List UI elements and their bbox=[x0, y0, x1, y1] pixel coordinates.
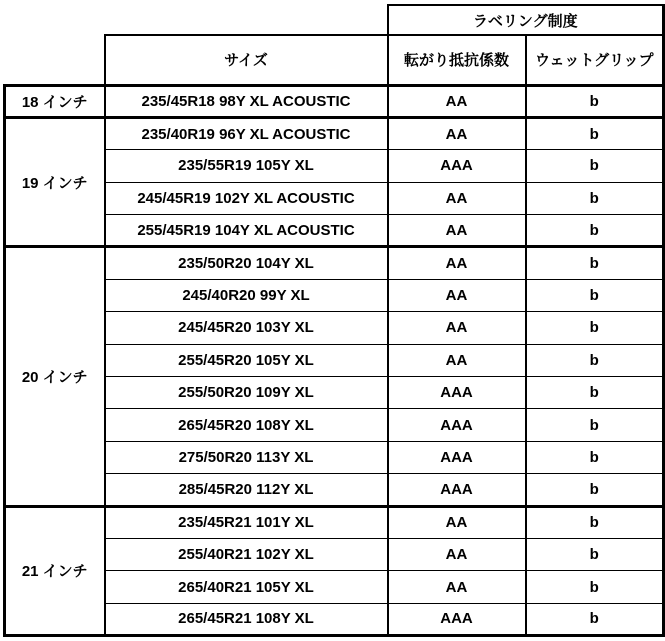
rolling-resistance-cell: AA bbox=[388, 85, 526, 117]
size-cell: 285/45R20 112Y XL bbox=[105, 474, 388, 506]
rolling-resistance-cell: AAA bbox=[388, 377, 526, 409]
size-cell: 235/55R19 105Y XL bbox=[105, 150, 388, 182]
size-cell: 255/45R20 105Y XL bbox=[105, 344, 388, 376]
table-header bbox=[5, 5, 664, 85]
tire-spec-table bbox=[3, 4, 665, 637]
wet-grip-cell: b bbox=[526, 247, 664, 279]
wet-grip-cell: b bbox=[526, 538, 664, 570]
table-row bbox=[5, 85, 664, 117]
wet-grip-cell: b bbox=[526, 474, 664, 506]
size-cell: 235/40R19 96Y XL ACOUSTIC bbox=[105, 117, 388, 149]
header-wet-grip: ウェットグリップ bbox=[526, 35, 664, 85]
inch-group-label: 21 インチ bbox=[5, 506, 105, 636]
table-body bbox=[5, 85, 664, 636]
rolling-resistance-cell: AA bbox=[388, 312, 526, 344]
rolling-resistance-cell: AA bbox=[388, 215, 526, 247]
wet-grip-cell: b bbox=[526, 215, 664, 247]
wet-grip-cell: b bbox=[526, 441, 664, 473]
size-cell: 275/50R20 113Y XL bbox=[105, 441, 388, 473]
wet-grip-cell: b bbox=[526, 312, 664, 344]
inch-group-label: 19 インチ bbox=[5, 117, 105, 247]
wet-grip-cell: b bbox=[526, 117, 664, 149]
rolling-resistance-cell: AA bbox=[388, 344, 526, 376]
size-cell: 265/45R21 108Y XL bbox=[105, 603, 388, 635]
rolling-resistance-cell: AA bbox=[388, 506, 526, 538]
inch-group-label: 18 インチ bbox=[5, 85, 105, 117]
size-cell: 235/45R18 98Y XL ACOUSTIC bbox=[105, 85, 388, 117]
rolling-resistance-cell: AA bbox=[388, 571, 526, 603]
size-cell: 235/45R21 101Y XL bbox=[105, 506, 388, 538]
rolling-resistance-cell: AA bbox=[388, 182, 526, 214]
rolling-resistance-cell: AA bbox=[388, 279, 526, 311]
inch-group-label: 20 インチ bbox=[5, 247, 105, 506]
rolling-resistance-cell: AAA bbox=[388, 150, 526, 182]
rolling-resistance-cell: AAA bbox=[388, 603, 526, 635]
rolling-resistance-cell: AA bbox=[388, 538, 526, 570]
header-row-labeling bbox=[5, 5, 664, 35]
rolling-resistance-cell: AA bbox=[388, 117, 526, 149]
table-row bbox=[5, 247, 664, 279]
size-cell: 255/40R21 102Y XL bbox=[105, 538, 388, 570]
rolling-resistance-cell: AAA bbox=[388, 441, 526, 473]
rolling-resistance-cell: AA bbox=[388, 247, 526, 279]
wet-grip-cell: b bbox=[526, 571, 664, 603]
size-cell: 265/40R21 105Y XL bbox=[105, 571, 388, 603]
table-row bbox=[5, 506, 664, 538]
size-cell: 245/45R19 102Y XL ACOUSTIC bbox=[105, 182, 388, 214]
wet-grip-cell: b bbox=[526, 279, 664, 311]
size-cell: 245/40R20 99Y XL bbox=[105, 279, 388, 311]
header-spacer bbox=[5, 35, 105, 85]
header-spacer bbox=[5, 5, 388, 35]
wet-grip-cell: b bbox=[526, 506, 664, 538]
size-cell: 255/45R19 104Y XL ACOUSTIC bbox=[105, 215, 388, 247]
wet-grip-cell: b bbox=[526, 182, 664, 214]
wet-grip-cell: b bbox=[526, 409, 664, 441]
size-cell: 265/45R20 108Y XL bbox=[105, 409, 388, 441]
rolling-resistance-cell: AAA bbox=[388, 409, 526, 441]
wet-grip-cell: b bbox=[526, 85, 664, 117]
header-rolling-resistance: 転がり抵抗係数 bbox=[388, 35, 526, 85]
header-size: サイズ bbox=[105, 35, 388, 85]
wet-grip-cell: b bbox=[526, 603, 664, 635]
rolling-resistance-cell: AAA bbox=[388, 474, 526, 506]
table-row bbox=[5, 117, 664, 149]
wet-grip-cell: b bbox=[526, 344, 664, 376]
wet-grip-cell: b bbox=[526, 377, 664, 409]
wet-grip-cell: b bbox=[526, 150, 664, 182]
header-labeling-system: ラベリング制度 bbox=[388, 5, 664, 35]
header-row-columns bbox=[5, 35, 664, 85]
size-cell: 245/45R20 103Y XL bbox=[105, 312, 388, 344]
size-cell: 255/50R20 109Y XL bbox=[105, 377, 388, 409]
size-cell: 235/50R20 104Y XL bbox=[105, 247, 388, 279]
